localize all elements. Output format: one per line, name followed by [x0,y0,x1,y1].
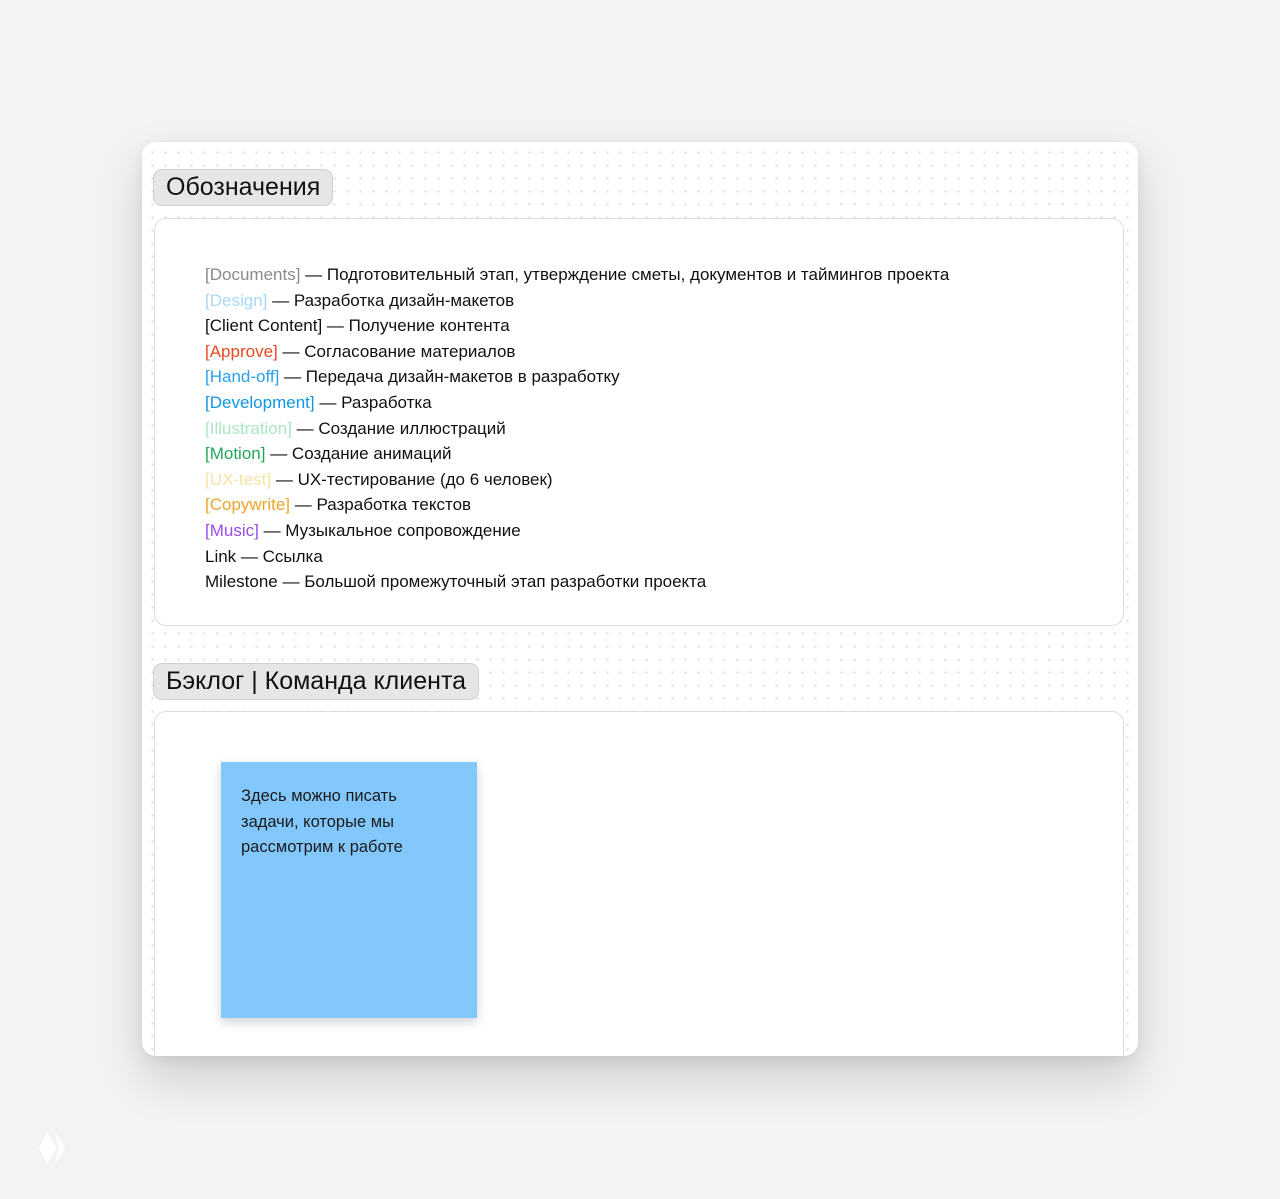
legend-item [205,467,949,493]
legend-tag: [Client Content] [205,316,323,336]
legend-item [205,492,949,518]
legend-tag: [UX-test] [205,469,272,489]
sticky-note-text: Здесь можно писать задачи, которые мы рассмотрим к работе [241,787,403,856]
legend-tag: [Copywrite] [205,495,291,515]
legend-item [205,364,949,390]
legend-description: — Создание иллюстраций [291,418,506,438]
legend-tag: [Design] [205,290,268,310]
legend-item [205,416,949,442]
legend-tag: [Hand-off] [205,367,280,387]
legend-description: — Ссылка [236,546,323,566]
legend-description: — Получение контента [322,316,510,336]
legend-description: — Передача дизайн-макетов в разработку [279,367,620,387]
legend-tag: [Approve] [205,341,278,361]
legend-description: — Разработка текстов [290,495,472,515]
legend-tag: Link [205,546,237,566]
legend-description: — Большой промежуточный этап разработки проекта [277,572,707,592]
sticky-note[interactable] [221,762,477,1018]
backlog-panel[interactable] [154,711,1124,1056]
legend-tag: Milestone [205,572,278,592]
legend-section-title[interactable]: Обозначения [153,169,333,206]
legend-description: — Разработка дизайн-макетов [267,290,515,310]
legend-tag: [Illustration] [205,418,292,438]
legend-item [205,441,949,467]
legend-tag: [Motion] [205,444,266,464]
legend-tag: [Music] [205,520,259,540]
legend-description: — Разработка [314,392,432,412]
legend-item [205,288,949,314]
whiteboard-canvas[interactable] [142,142,1138,1056]
legend-list [205,262,949,595]
legend-panel[interactable] [154,218,1124,626]
legend-description: — Музыкальное сопровождение [258,520,521,540]
legend-item [205,544,949,570]
legend-item [205,569,949,595]
legend-description: — UX-тестирование (до 6 человек) [271,469,553,489]
legend-item [205,339,949,365]
legend-tag: [Documents] [205,265,301,284]
legend-description: — Создание анимаций [265,444,452,464]
backlog-section-title[interactable]: Бэклог | Команда клиента [153,663,479,700]
legend-description: — Подготовительный этап, утверждение сметы, документов и таймингов проекта [300,265,950,284]
legend-item [205,313,949,339]
legend-item [205,390,949,416]
brand-logo-icon [36,1130,68,1166]
legend-description: — Согласование материалов [277,341,516,361]
legend-tag: [Development] [205,392,315,412]
legend-item [205,262,949,288]
legend-item [205,518,949,544]
